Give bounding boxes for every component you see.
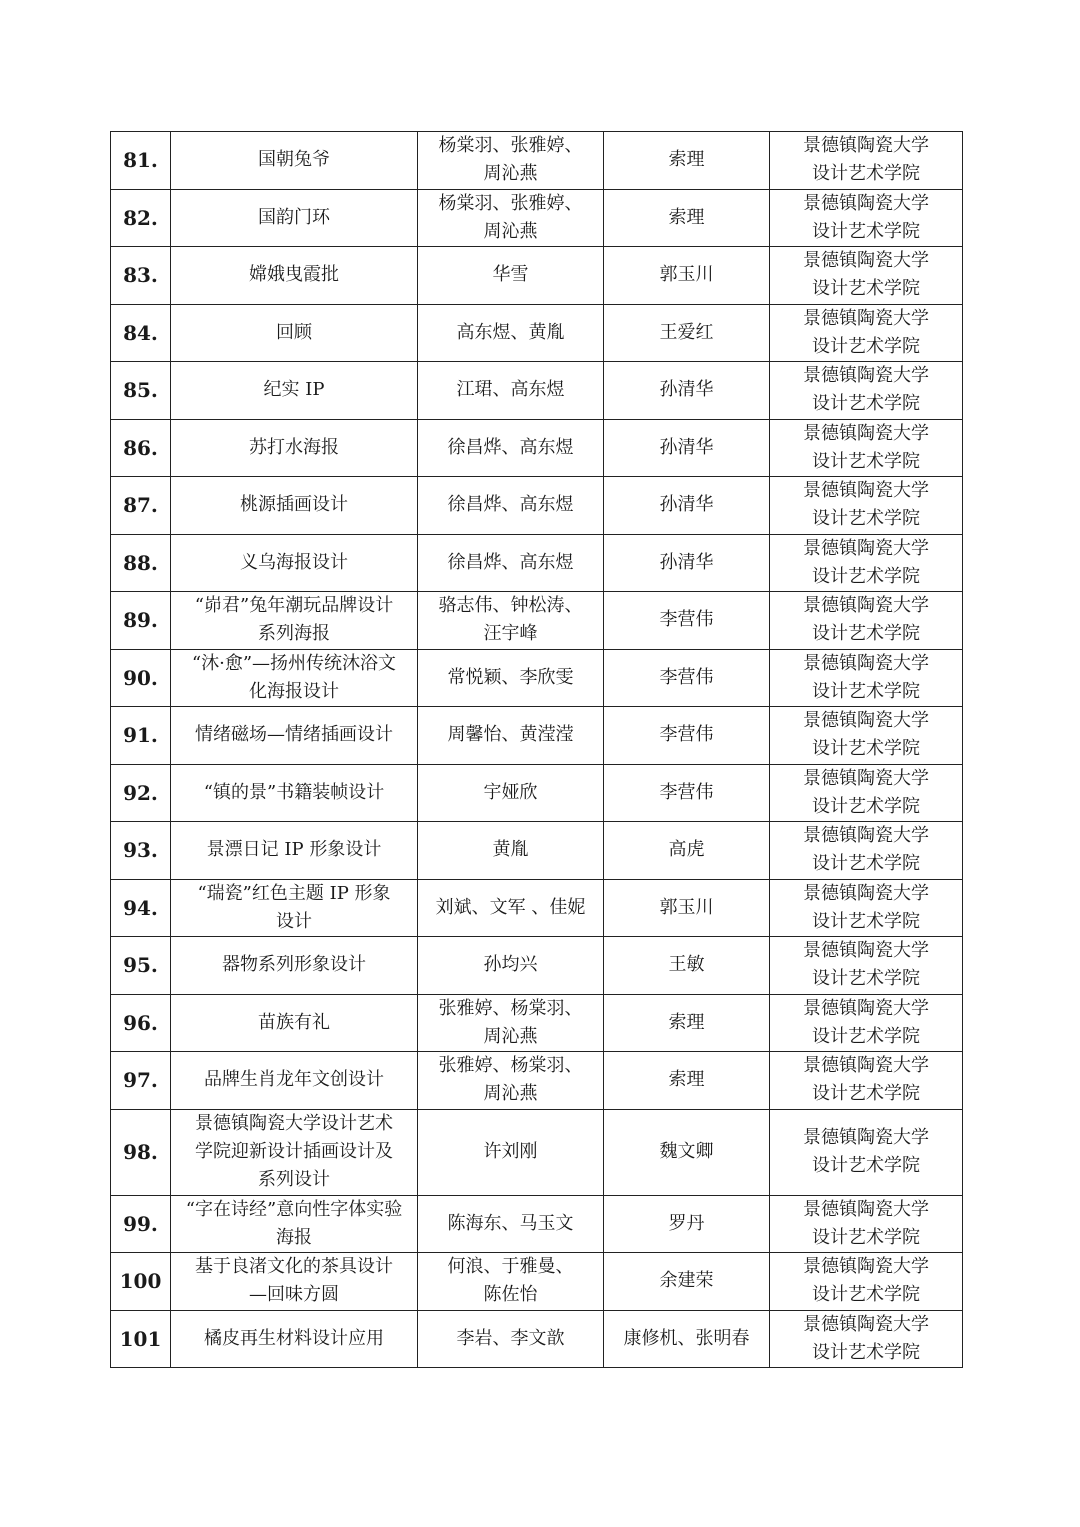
school-line: 景德镇陶瓷大学 bbox=[803, 192, 929, 214]
row-number-cell: 95. bbox=[111, 937, 171, 995]
work-title-line: “镇的景”书籍装帧设计 bbox=[203, 781, 385, 803]
work-title-line: 系列设计 bbox=[258, 1169, 330, 1190]
work-title-line: 纪实 IP bbox=[263, 379, 325, 401]
advisor-cell bbox=[604, 707, 770, 765]
school-line: 景德镇陶瓷大学 bbox=[803, 250, 929, 272]
school-line: 设计艺术学院 bbox=[812, 393, 920, 415]
work-title-line: 设计 bbox=[276, 910, 312, 932]
advisor-line: 李营伟 bbox=[659, 609, 714, 631]
row-number-cell: 87. bbox=[111, 477, 171, 535]
advisor-line: 王爱红 bbox=[659, 321, 714, 343]
authors-cell bbox=[418, 764, 604, 822]
row-number-cell: 86. bbox=[111, 419, 171, 477]
advisor-cell bbox=[604, 132, 770, 190]
advisor-line: 郭玉川 bbox=[659, 264, 714, 286]
school-cell bbox=[770, 937, 963, 995]
table-row bbox=[111, 707, 963, 765]
work-title-line: 国朝兔爷 bbox=[258, 149, 330, 171]
school-cell bbox=[770, 534, 963, 592]
authors-cell bbox=[418, 419, 604, 477]
advisor-cell bbox=[604, 592, 770, 650]
authors-cell bbox=[418, 534, 604, 592]
advisor-line: 孙清华 bbox=[659, 551, 714, 573]
school-cell bbox=[770, 247, 963, 305]
authors-line: 华雪 bbox=[492, 264, 529, 286]
table-row bbox=[111, 879, 963, 937]
advisor-cell bbox=[604, 1253, 770, 1311]
school-line: 景德镇陶瓷大学 bbox=[803, 1055, 929, 1077]
school-line: 设计艺术学院 bbox=[812, 623, 920, 645]
authors-cell bbox=[418, 994, 604, 1052]
row-number-cell: 96. bbox=[111, 994, 171, 1052]
row-number-cell: 82. bbox=[111, 189, 171, 247]
school-line: 设计艺术学院 bbox=[812, 680, 920, 702]
advisor-cell bbox=[604, 822, 770, 880]
table-row bbox=[111, 592, 963, 650]
work-title-line: 苏打水海报 bbox=[249, 436, 339, 458]
school-line: 景德镇陶瓷大学 bbox=[803, 1313, 929, 1335]
table-row bbox=[111, 764, 963, 822]
authors-line: 张雅婷、杨棠羽、 bbox=[438, 1055, 583, 1077]
advisor-cell bbox=[604, 189, 770, 247]
school-line: 设计艺术学院 bbox=[812, 1226, 920, 1248]
school-cell bbox=[770, 707, 963, 765]
school-line: 设计艺术学院 bbox=[812, 1284, 920, 1306]
work-title-line: 橘皮再生材料设计应用 bbox=[204, 1327, 384, 1349]
work-title-line: 器物系列形象设计 bbox=[222, 954, 366, 976]
school-line: 景德镇陶瓷大学 bbox=[803, 1198, 929, 1220]
authors-line: 周馨怡、黄滢滢 bbox=[447, 724, 574, 746]
school-line: 设计艺术学院 bbox=[812, 1025, 920, 1047]
work-title-line: 苗族有礼 bbox=[258, 1011, 330, 1033]
advisor-line: 孙清华 bbox=[659, 379, 714, 401]
school-cell bbox=[770, 1195, 963, 1253]
work-title-cell bbox=[171, 707, 418, 765]
work-title-line: “字在诗经”意向性字体实验 bbox=[185, 1198, 403, 1220]
authors-cell bbox=[418, 1310, 604, 1368]
work-title-cell bbox=[171, 132, 418, 190]
table-row bbox=[111, 1052, 963, 1110]
award-list-table-wrapper bbox=[110, 131, 963, 1368]
authors-line: 骆志伟、钟松涛、 bbox=[438, 595, 583, 617]
authors-cell bbox=[418, 707, 604, 765]
authors-line: 张雅婷、杨棠羽、 bbox=[438, 997, 583, 1019]
authors-line: 杨棠羽、张雅婷、 bbox=[438, 192, 583, 214]
work-title-line: 景德镇陶瓷大学设计艺术 bbox=[195, 1113, 393, 1134]
school-cell bbox=[770, 1253, 963, 1311]
school-cell bbox=[770, 822, 963, 880]
advisor-line: 王敏 bbox=[668, 954, 705, 976]
work-title-line: 回顾 bbox=[276, 321, 312, 343]
work-title-cell bbox=[171, 304, 418, 362]
row-number-cell: 94. bbox=[111, 879, 171, 937]
school-line: 设计艺术学院 bbox=[812, 565, 920, 587]
table-row bbox=[111, 189, 963, 247]
authors-cell bbox=[418, 937, 604, 995]
school-line: 景德镇陶瓷大学 bbox=[803, 940, 929, 962]
advisor-line: 李营伟 bbox=[659, 781, 714, 803]
work-title-line: 情绪磁场—情绪插画设计 bbox=[195, 724, 393, 746]
school-cell bbox=[770, 1310, 963, 1368]
advisor-line: 李营伟 bbox=[659, 666, 714, 688]
row-number-cell: 89. bbox=[111, 592, 171, 650]
advisor-cell bbox=[604, 534, 770, 592]
work-title-line: 基于良渚文化的茶具设计 bbox=[195, 1256, 393, 1278]
work-title-line: 化海报设计 bbox=[249, 680, 339, 702]
authors-line: 孙均兴 bbox=[483, 954, 538, 976]
school-cell bbox=[770, 477, 963, 535]
school-cell bbox=[770, 764, 963, 822]
work-title-line: 学院迎新设计插画设计及 bbox=[195, 1141, 393, 1162]
work-title-line: 国韵门环 bbox=[258, 206, 330, 228]
advisor-cell bbox=[604, 247, 770, 305]
table-row bbox=[111, 534, 963, 592]
school-line: 景德镇陶瓷大学 bbox=[803, 307, 929, 329]
advisor-cell bbox=[604, 304, 770, 362]
table-row bbox=[111, 304, 963, 362]
row-number-cell: 84. bbox=[111, 304, 171, 362]
authors-cell bbox=[418, 362, 604, 420]
school-line: 设计艺术学院 bbox=[812, 795, 920, 817]
row-number-cell: 101 bbox=[111, 1310, 171, 1368]
authors-line: 刘斌、文军 、佳妮 bbox=[435, 896, 586, 918]
table-row bbox=[111, 247, 963, 305]
advisor-line: 索理 bbox=[668, 1069, 705, 1091]
table-row bbox=[111, 994, 963, 1052]
school-line: 景德镇陶瓷大学 bbox=[803, 652, 929, 674]
school-line: 景德镇陶瓷大学 bbox=[803, 997, 929, 1019]
authors-cell bbox=[418, 822, 604, 880]
authors-line: 徐昌烨、高东煜 bbox=[447, 551, 574, 573]
school-line: 景德镇陶瓷大学 bbox=[803, 595, 929, 617]
school-line: 景德镇陶瓷大学 bbox=[803, 537, 929, 559]
authors-line: 汪宇峰 bbox=[483, 623, 538, 645]
work-title-cell bbox=[171, 247, 418, 305]
table-row bbox=[111, 362, 963, 420]
table-row bbox=[111, 822, 963, 880]
advisor-line: 索理 bbox=[668, 149, 705, 171]
work-title-line: 义乌海报设计 bbox=[240, 551, 348, 573]
advisor-line: 孙清华 bbox=[659, 436, 714, 458]
school-line: 设计艺术学院 bbox=[812, 278, 920, 300]
authors-cell bbox=[418, 1109, 604, 1195]
work-title-cell bbox=[171, 994, 418, 1052]
school-cell bbox=[770, 419, 963, 477]
award-list-table bbox=[110, 131, 963, 1368]
work-title-line: 海报 bbox=[276, 1226, 312, 1248]
school-line: 设计艺术学院 bbox=[812, 853, 920, 875]
school-line: 景德镇陶瓷大学 bbox=[803, 365, 929, 387]
school-line: 设计艺术学院 bbox=[812, 163, 920, 185]
advisor-line: 魏文卿 bbox=[659, 1141, 714, 1162]
authors-line: 常悦颖、李欣雯 bbox=[447, 666, 574, 688]
advisor-cell bbox=[604, 419, 770, 477]
authors-line: 高东煜、黄胤 bbox=[456, 321, 565, 343]
work-title-cell bbox=[171, 764, 418, 822]
table-row bbox=[111, 1109, 963, 1195]
authors-cell bbox=[418, 1052, 604, 1110]
work-title-line: “沐·愈”—扬州传统沐浴文 bbox=[191, 652, 397, 674]
work-title-line: “瑞瓷”红色主题 IP 形象 bbox=[197, 882, 391, 904]
school-cell bbox=[770, 994, 963, 1052]
work-title-cell bbox=[171, 1253, 418, 1311]
school-line: 设计艺术学院 bbox=[812, 335, 920, 357]
school-line: 景德镇陶瓷大学 bbox=[803, 422, 929, 444]
table-row bbox=[111, 419, 963, 477]
authors-line: 周沁燕 bbox=[483, 220, 538, 242]
work-title-cell bbox=[171, 477, 418, 535]
authors-line: 周沁燕 bbox=[483, 1083, 538, 1105]
advisor-line: 罗丹 bbox=[668, 1212, 705, 1234]
school-line: 设计艺术学院 bbox=[812, 508, 920, 530]
row-number-cell: 90. bbox=[111, 649, 171, 707]
school-cell bbox=[770, 132, 963, 190]
authors-line: 江珺、高东煜 bbox=[456, 379, 565, 401]
authors-line: 许刘刚 bbox=[483, 1141, 538, 1162]
authors-cell bbox=[418, 879, 604, 937]
school-line: 景德镇陶瓷大学 bbox=[803, 1127, 929, 1148]
school-line: 景德镇陶瓷大学 bbox=[803, 882, 929, 904]
work-title-line: 桃源插画设计 bbox=[240, 494, 348, 516]
work-title-cell bbox=[171, 879, 418, 937]
row-number-cell: 81. bbox=[111, 132, 171, 190]
work-title-cell bbox=[171, 534, 418, 592]
work-title-cell bbox=[171, 419, 418, 477]
row-number-cell: 88. bbox=[111, 534, 171, 592]
row-number-cell: 85. bbox=[111, 362, 171, 420]
row-number-cell: 99. bbox=[111, 1195, 171, 1253]
school-line: 景德镇陶瓷大学 bbox=[803, 825, 929, 847]
advisor-line: 李营伟 bbox=[659, 724, 714, 746]
advisor-cell bbox=[604, 362, 770, 420]
row-number-cell: 93. bbox=[111, 822, 171, 880]
work-title-line: 品牌生肖龙年文创设计 bbox=[204, 1069, 384, 1091]
authors-cell bbox=[418, 477, 604, 535]
advisor-cell bbox=[604, 1195, 770, 1253]
school-line: 设计艺术学院 bbox=[812, 1083, 920, 1105]
advisor-cell bbox=[604, 764, 770, 822]
school-line: 景德镇陶瓷大学 bbox=[803, 710, 929, 732]
advisor-line: 郭玉川 bbox=[659, 896, 714, 918]
school-cell bbox=[770, 1052, 963, 1110]
table-body bbox=[111, 132, 963, 1368]
work-title-cell bbox=[171, 592, 418, 650]
authors-line: 杨棠羽、张雅婷、 bbox=[438, 135, 583, 157]
school-line: 景德镇陶瓷大学 bbox=[803, 135, 929, 157]
row-number-cell: 97. bbox=[111, 1052, 171, 1110]
row-number-cell: 98. bbox=[111, 1109, 171, 1195]
work-title-cell bbox=[171, 649, 418, 707]
row-number-cell: 83. bbox=[111, 247, 171, 305]
table-row bbox=[111, 937, 963, 995]
advisor-cell bbox=[604, 649, 770, 707]
school-line: 景德镇陶瓷大学 bbox=[803, 1256, 929, 1278]
advisor-line: 余建荣 bbox=[659, 1270, 714, 1292]
row-number-cell: 100 bbox=[111, 1253, 171, 1311]
advisor-cell bbox=[604, 1310, 770, 1368]
authors-cell bbox=[418, 304, 604, 362]
authors-line: 李岩、李文歆 bbox=[456, 1327, 565, 1349]
school-cell bbox=[770, 362, 963, 420]
authors-line: 黄胤 bbox=[492, 839, 529, 861]
advisor-cell bbox=[604, 1052, 770, 1110]
work-title-cell bbox=[171, 1052, 418, 1110]
authors-line: 宇娅欣 bbox=[483, 781, 538, 803]
authors-cell bbox=[418, 649, 604, 707]
school-cell bbox=[770, 592, 963, 650]
table-row bbox=[111, 1253, 963, 1311]
school-cell bbox=[770, 304, 963, 362]
authors-line: 何浪、于雅曼、 bbox=[447, 1256, 574, 1278]
advisor-cell bbox=[604, 879, 770, 937]
work-title-cell bbox=[171, 1195, 418, 1253]
school-line: 设计艺术学院 bbox=[812, 450, 920, 472]
school-cell bbox=[770, 189, 963, 247]
work-title-line: 系列海报 bbox=[258, 623, 330, 645]
school-line: 景德镇陶瓷大学 bbox=[803, 767, 929, 789]
work-title-line: —回味方圆 bbox=[249, 1284, 339, 1306]
row-number-cell: 92. bbox=[111, 764, 171, 822]
authors-cell bbox=[418, 132, 604, 190]
school-cell bbox=[770, 649, 963, 707]
school-line: 设计艺术学院 bbox=[812, 910, 920, 932]
advisor-cell bbox=[604, 994, 770, 1052]
advisor-line: 索理 bbox=[668, 1011, 705, 1033]
advisor-cell bbox=[604, 1109, 770, 1195]
table-row bbox=[111, 1310, 963, 1368]
work-title-cell bbox=[171, 1310, 418, 1368]
school-line: 设计艺术学院 bbox=[812, 220, 920, 242]
work-title-cell bbox=[171, 937, 418, 995]
authors-line: 周沁燕 bbox=[483, 163, 538, 185]
school-line: 设计艺术学院 bbox=[812, 738, 920, 760]
school-line: 设计艺术学院 bbox=[812, 1155, 920, 1176]
authors-cell bbox=[418, 1253, 604, 1311]
table-row bbox=[111, 649, 963, 707]
table-row bbox=[111, 1195, 963, 1253]
work-title-cell bbox=[171, 189, 418, 247]
work-title-cell bbox=[171, 362, 418, 420]
school-line: 设计艺术学院 bbox=[812, 968, 920, 990]
advisor-line: 高虎 bbox=[668, 839, 705, 861]
authors-cell bbox=[418, 247, 604, 305]
advisor-line: 康修机、张明春 bbox=[623, 1327, 750, 1349]
row-number-cell: 91. bbox=[111, 707, 171, 765]
table-row bbox=[111, 477, 963, 535]
authors-cell bbox=[418, 189, 604, 247]
authors-line: 徐昌烨、高东煜 bbox=[447, 494, 574, 516]
authors-cell bbox=[418, 592, 604, 650]
school-line: 景德镇陶瓷大学 bbox=[803, 480, 929, 502]
school-cell bbox=[770, 879, 963, 937]
school-line: 设计艺术学院 bbox=[812, 1341, 920, 1363]
authors-line: 徐昌烨、高东煜 bbox=[447, 436, 574, 458]
table-row bbox=[111, 132, 963, 190]
authors-line: 陈佐怡 bbox=[483, 1284, 538, 1306]
work-title-cell bbox=[171, 822, 418, 880]
advisor-line: 孙清华 bbox=[659, 494, 714, 516]
work-title-line: “峁君”兔年潮玩品牌设计 bbox=[194, 595, 394, 617]
advisor-cell bbox=[604, 477, 770, 535]
work-title-cell bbox=[171, 1109, 418, 1195]
work-title-line: 景漂日记 IP 形象设计 bbox=[206, 839, 382, 861]
work-title-line: 嫦娥曳霞批 bbox=[249, 264, 339, 286]
authors-line: 周沁燕 bbox=[483, 1025, 538, 1047]
authors-line: 陈海东、马玉文 bbox=[447, 1212, 574, 1234]
authors-cell bbox=[418, 1195, 604, 1253]
advisor-line: 索理 bbox=[668, 206, 705, 228]
school-cell bbox=[770, 1109, 963, 1195]
advisor-cell bbox=[604, 937, 770, 995]
